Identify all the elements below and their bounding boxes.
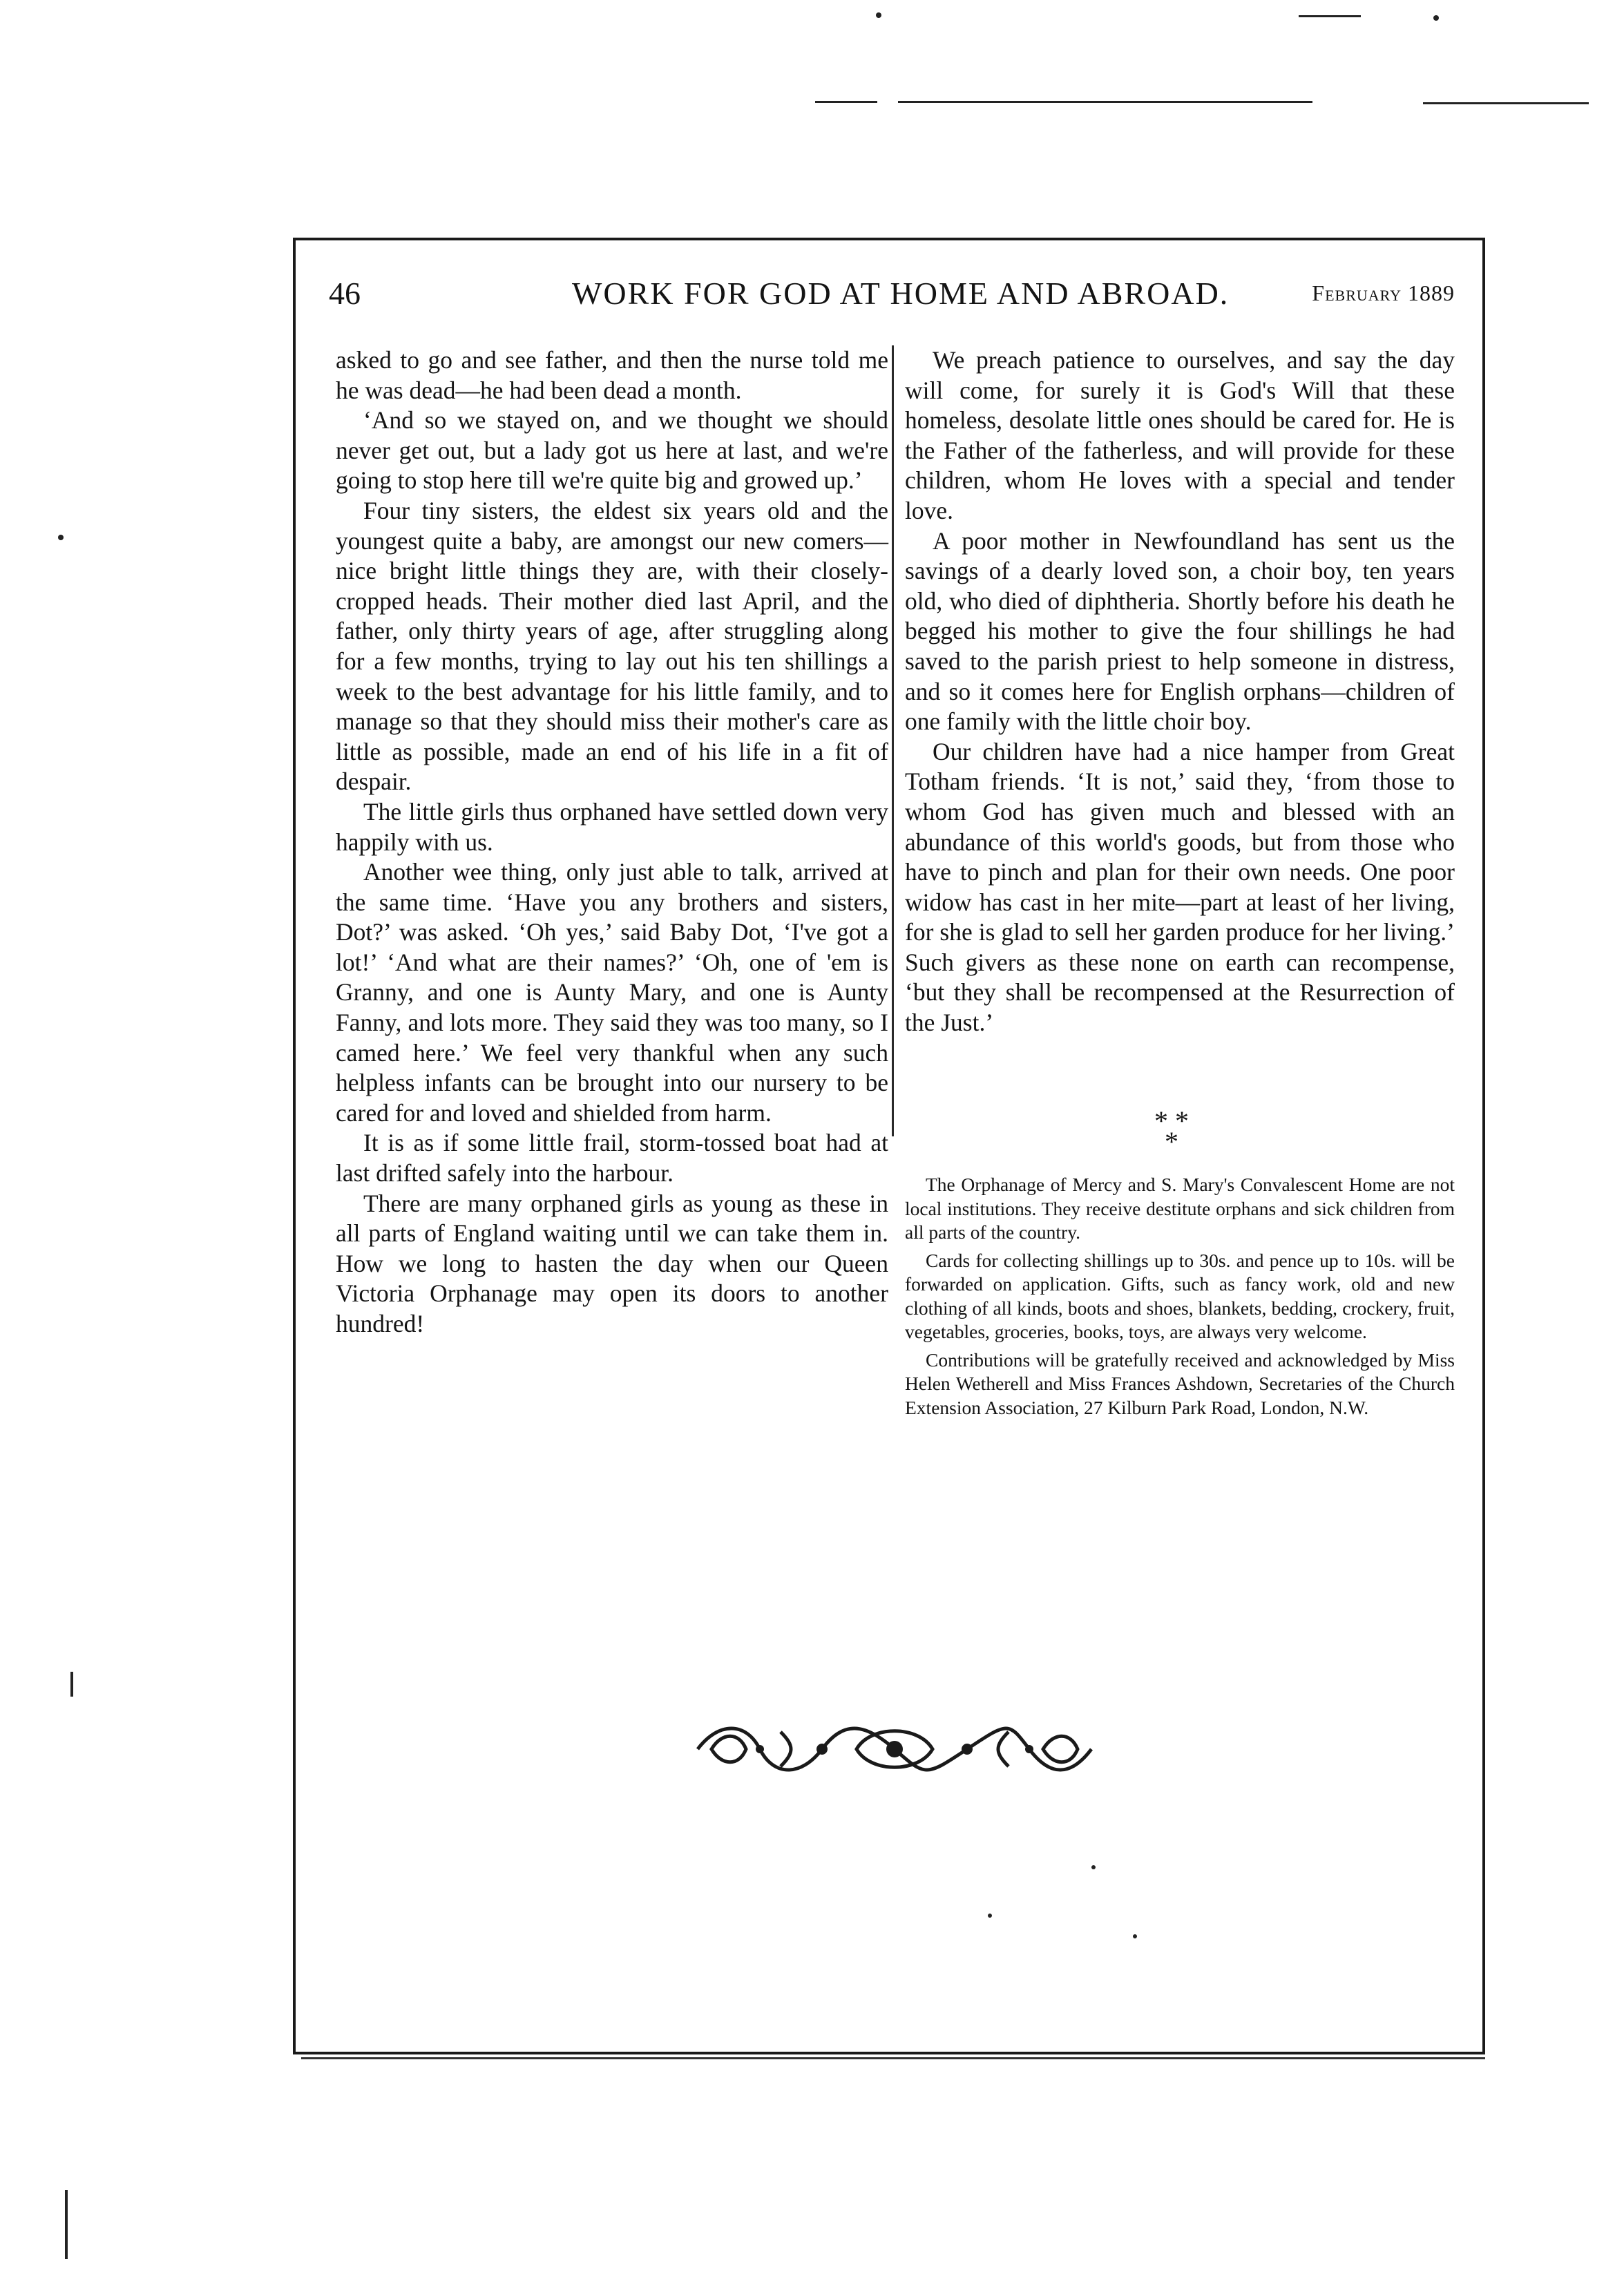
asterism-star: * [1175,1105,1189,1136]
print-speck [1091,1865,1096,1869]
print-speck [70,1672,73,1697]
asterism-star: * [1165,1126,1178,1157]
print-speck [1133,1934,1137,1938]
print-speck [988,1914,992,1918]
print-speck [815,101,877,103]
right-column [905,345,1455,1038]
left-column [336,345,888,1339]
print-speck [1433,15,1439,21]
page-number: 46 [329,276,361,311]
paragraph: There are many orphaned girls as young as these in all parts of England waiting until we can take them in. How we long to hasten the day when our Queen Victoria Orphanage may open its doors to another hundred! [336,1189,888,1337]
paragraph: ‘And so we stayed on, and we thought we should never get out, but a lady got us here at last, and we're going to stop here till we're quite big and growed up.’ [336,406,888,495]
issue-date: February 1889 [1312,280,1455,305]
asterism-star: * [1154,1105,1168,1136]
print-speck [58,535,64,540]
page-header [329,275,1455,323]
page-border-shadow [301,2057,1485,2059]
column-rule [892,345,894,1136]
paragraph: Another wee thing, only just able to talk, arrived at the same time. ‘Have you any brothers and sisters, Dot?’ was asked. ‘Oh yes,’ said Baby Dot, ‘I've got a lot!’ ‘And what are their names?’ ‘Oh, one of 'em is Granny, and one is Aunty Mary, and one is Aunty Fanny, and lots more. They said they was too many, so I camed here.’ We feel very thankful when any such helpless infants can be brought into our nursery to be cared for and loved and shielded from harm. [336,858,888,1127]
asterism [1144,1105,1199,1157]
print-speck [876,12,881,18]
notice-paragraph: Contributions will be gratefully received and acknowledged by Miss Helen Wetherell and Miss Frances Ashdown, Secretaries of the Church Extension Association, 27 Kilburn Park Road, London, N.W. [905,1348,1455,1418]
notices-box [905,1173,1455,1424]
decorative-ornament [691,1718,1098,1780]
print-speck [898,101,1312,103]
paragraph: asked to go and see father, and then the nurse told me he was dead—he had been dead a month. [336,346,888,404]
notice-paragraph: The Orphanage of Mercy and S. Mary's Convalescent Home are not local institutions. They receive destitute orphans and sick children from all parts of the country. [905,1174,1455,1243]
print-speck [1299,15,1361,17]
notice-paragraph: Cards for collecting shillings up to 30s. and pence up to 10s. will be forwarded on application. Gifts, such as fancy work, old and new clothing of all kinds, boots and shoes, blankets, bedding, crockery, fruit, vegetables, groceries, books, toys, are always very welcome. [905,1249,1455,1342]
paragraph: We preach patience to ourselves, and say the day will come, for surely it is God's Will that these homeless, desolate little ones should be cared for. He is the Father of the fatherless, and will provide for these children, whom He loves with a special and tender love. [905,346,1455,524]
paragraph: It is as if some little frail, storm-tossed boat had at last drifted safely into the harbour. [336,1129,888,1188]
paragraph: Our children have had a nice hamper from Great Totham friends. ‘It is not,’ said they, ‘from those to whom God has given much and blessed with an abundance of this world's goods, but from those who have to pinch and plan for their own needs. One poor widow has cast in her mite—part at least of her living, for she is glad to sell her garden produce for her living.’ Such givers as these none on earth can recompense, ‘but they shall be recompensed at the Resurrection of the Just.’ [905,737,1455,1037]
paragraph: The little girls thus orphaned have settled down very happily with us. [336,797,888,856]
running-title: WORK FOR GOD AT HOME AND ABROAD. [572,276,1230,311]
paragraph: Four tiny sisters, the eldest six years old and the youngest quite a baby, are amongst our new comers—nice bright little things they are, with their closely-cropped heads. Their mother died last April, and the father, only thirty years of age, after struggling along for a few months, trying to lay out his ten shillings a week to the best advantage for his little family, and to manage so that they should miss their mother's care as little as possible, made an end of his life in a fit of despair. [336,496,888,796]
print-speck [65,2190,68,2259]
print-speck [1423,102,1589,104]
paragraph: A poor mother in Newfoundland has sent us the savings of a dearly loved son, a choir boy, ten years old, who died of diphtheria. Shortly before his death he begged his mother to give the four shillings he had saved to the parish priest to help someone in distress, and so it comes here for English orphans—children of one family with the little choir boy. [905,526,1455,736]
